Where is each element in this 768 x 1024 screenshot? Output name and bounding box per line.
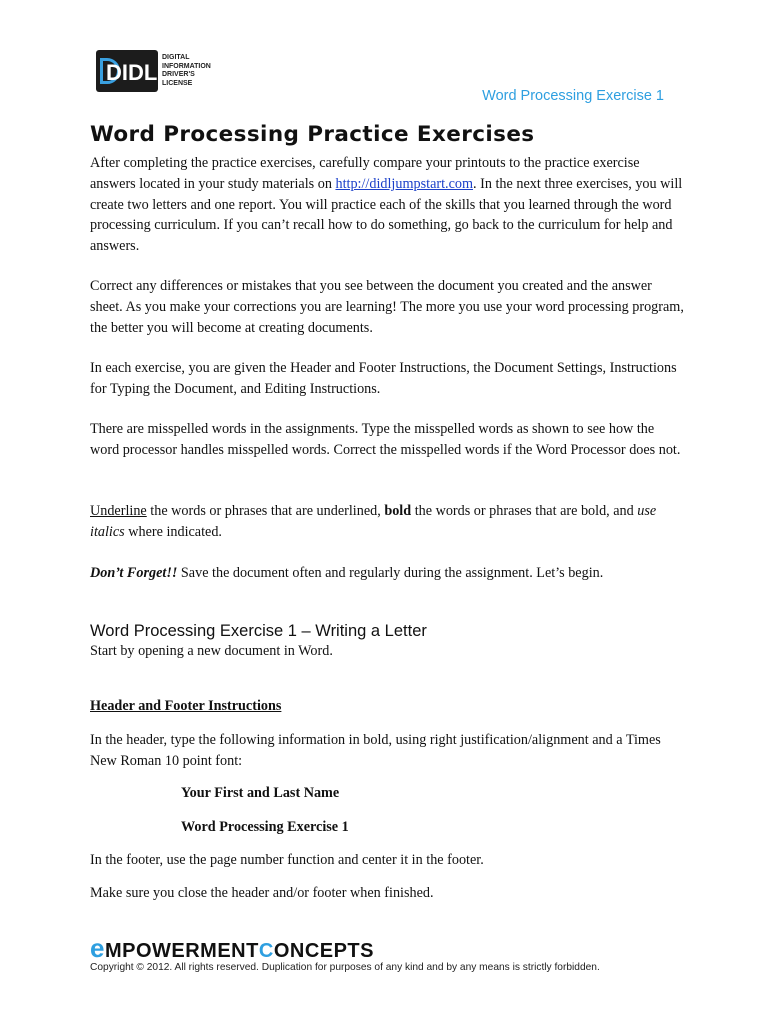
corrections-paragraph: Correct any differences or mistakes that you see between the document you created and the answer sheet. As you make your corrections you are learning! The more you use your word processing program, the better you will become at creating documents. xyxy=(90,278,684,336)
brand-mpowerment: MPOWERMENT xyxy=(104,940,259,962)
logo-line-2: INFORMATION xyxy=(162,62,211,70)
intro-text-2: . In the next three exercises, you will create two letters and one report. You will practice each of the skills that you learned through the word processing curriculum. If you can’t recall how to do something, go back to the curriculum for help and answers. xyxy=(90,175,683,255)
bold-word: bold xyxy=(384,503,412,519)
formatting-text-2: the words or phrases that are bold, and xyxy=(411,503,638,519)
formatting-text-3: where indicated. xyxy=(124,523,222,540)
start-instruction: Start by opening a new document in Word. xyxy=(90,643,333,659)
header-exercise-label: Word Processing Exercise 1 xyxy=(482,88,664,104)
exercise-line: Word Processing Exercise 1 xyxy=(181,819,349,835)
brand-c: C xyxy=(258,940,274,962)
didljumpstart-link[interactable]: http://didljumpstart.com xyxy=(335,175,474,192)
didl-logo xyxy=(96,50,224,92)
header-footer-heading xyxy=(90,696,686,717)
empowerment-concepts-logo xyxy=(90,933,374,964)
logo-wordmark xyxy=(162,54,211,88)
section-title: Word Processing Exercise 1 – Writing a Letter xyxy=(90,622,427,640)
footer-instructions: In the footer, use the page number function and center it in the footer. xyxy=(90,852,484,868)
header-footer-heading-text: Header and Footer Instructions xyxy=(90,698,282,714)
logo-line-1: DIGITAL xyxy=(162,54,190,61)
brand-e: e xyxy=(90,933,105,963)
formatting-paragraph xyxy=(90,501,686,543)
intro-text-1: After completing the practice exercises, carefully compare your printouts to the practice exercise answers located in your study materials on xyxy=(90,155,640,192)
italic-phrase: use italics xyxy=(90,503,657,540)
underline-word: Underline xyxy=(90,503,147,519)
copyright-notice: Copyright © 2012. All rights reserved. Duplication for purposes of any kind and by any means is strictly forbidden. xyxy=(90,962,600,973)
logo-line-4: LICENSE xyxy=(162,79,193,87)
instructions-paragraph: In each exercise, you are given the Header and Footer Instructions, the Document Settings, Instructions for Typing the Document, and Editing Instructions. xyxy=(90,360,677,397)
close-instructions: Make sure you close the header and/or footer when finished. xyxy=(90,885,434,901)
page-title: Word Processing Practice Exercises xyxy=(90,122,535,147)
misspelled-paragraph: There are misspelled words in the assignments. Type the misspelled words as shown to see how the word processor handles misspelled words. Correct the misspelled words if the Word Processor does not. xyxy=(90,421,681,458)
logo-mark xyxy=(96,50,158,92)
logo-line-3: DRIVER'S xyxy=(162,71,195,78)
logo-mark-text: DIDL xyxy=(106,60,158,85)
dont-forget-paragraph xyxy=(90,563,686,584)
dont-forget-label: Don’t Forget!! xyxy=(90,565,178,581)
name-line: Your First and Last Name xyxy=(181,785,340,801)
intro-paragraph xyxy=(90,153,686,257)
header-instructions: In the header, type the following information in bold, using right justification/alignment and a Times New Roman 10 point font: xyxy=(90,732,661,769)
dont-forget-text: Save the document often and regularly during the assignment. Let’s begin. xyxy=(177,565,604,581)
formatting-text-1: the words or phrases that are underlined, xyxy=(146,503,385,519)
brand-oncepts: ONCEPTS xyxy=(273,940,374,962)
